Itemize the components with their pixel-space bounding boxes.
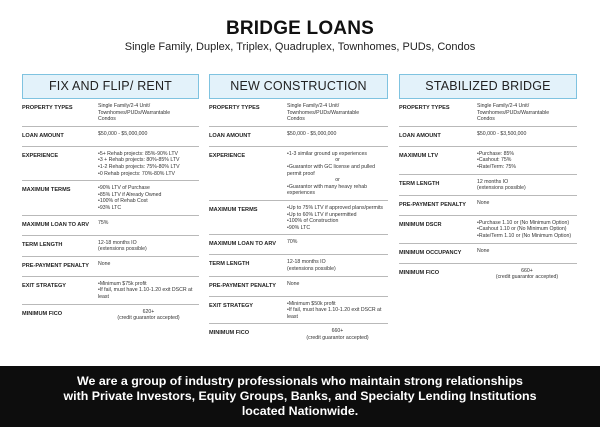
table-row — [209, 127, 388, 147]
row-label: EXPERIENCE — [22, 152, 59, 159]
table-row — [399, 99, 577, 127]
value-line: (credit guarantor accepted) — [306, 334, 369, 341]
value-line: (extensions possible) — [477, 185, 526, 192]
value-line: 12-18 months IO — [287, 259, 326, 266]
list-item: • Guarantor with GC license and pulled permit proof — [287, 164, 388, 177]
list-item: • If fail, must have 1.10-1.20 exit DSCR at least — [287, 307, 388, 320]
row-label: MAXIMUM TERMS — [209, 206, 258, 213]
column-title: STABILIZED BRIDGE — [399, 74, 577, 99]
row-label: LOAN AMOUNT — [399, 132, 441, 139]
value-line: (extensions possible) — [98, 246, 147, 253]
row-label: MAXIMUM LOAN TO ARV — [209, 241, 277, 248]
row-value — [477, 178, 577, 192]
row-value — [98, 219, 199, 232]
list-item: • 100% of Rehab Cost — [98, 198, 199, 205]
list-item: • Rate/Term: 75% — [477, 164, 577, 171]
row-label: LOAN AMOUNT — [209, 132, 251, 139]
value-line: None — [477, 199, 490, 206]
page-subtitle: Single Family, Duplex, Triplex, Quadruplex, Townhomes, PUDs, Condos — [124, 41, 476, 53]
list-item: • Up to 60% LTV if unpermitted — [287, 212, 388, 219]
row-label: TERM LENGTH — [22, 241, 63, 248]
value-line: 660+ — [521, 267, 533, 274]
row-value — [477, 267, 577, 281]
table-row — [22, 147, 199, 181]
value-line: Condos — [477, 116, 495, 123]
table-row — [22, 305, 199, 325]
row-label: MAXIMUM LTV — [399, 152, 439, 159]
row-value — [98, 280, 199, 301]
table-row — [399, 175, 577, 196]
row-label: PROPERTY TYPES — [399, 105, 450, 111]
column-fix-and-flip — [22, 74, 199, 325]
row-label: PRE-PAYMENT PENALTY — [22, 262, 90, 269]
column-rows — [209, 99, 388, 344]
list-item: • Minimum $50k profit — [287, 301, 388, 308]
row-label: MINIMUM DSCR — [399, 221, 442, 228]
value-line: (credit guarantor accepted) — [495, 274, 559, 281]
list-item: • Purchase 1.10 or (No Minimum Option) — [477, 220, 577, 227]
row-label: PRE-PAYMENT PENALTY — [399, 201, 467, 208]
list-item: • Purchase: 85% — [477, 151, 577, 158]
row-label: TERM LENGTH — [209, 261, 250, 268]
or-separator: or — [335, 157, 340, 164]
value-line: Townhomes/PUDs/Warrantable — [477, 109, 550, 116]
table-row — [399, 127, 577, 147]
row-value — [287, 300, 388, 321]
value-line: $50,000 - $3,500,000 — [477, 130, 527, 137]
table-row — [209, 201, 388, 235]
row-value — [477, 247, 577, 260]
table-row — [209, 277, 388, 297]
row-value — [287, 102, 388, 123]
row-value — [477, 150, 577, 171]
page-title: BRIDGE LOANS — [225, 18, 375, 39]
list-item: • Up to 75% LTV if approved plans/permits — [287, 205, 388, 212]
row-value — [98, 184, 199, 211]
row-value — [98, 260, 199, 273]
table-row — [22, 99, 199, 127]
row-value — [98, 130, 199, 143]
table-row — [22, 216, 199, 236]
row-label: EXIT STRATEGY — [209, 302, 254, 309]
list-item: • 0 Rehab projects: 70%-80% LTV — [98, 171, 199, 178]
value-line: (extensions possible) — [287, 265, 336, 272]
column-rows — [22, 99, 199, 325]
banner-line: with Private Investors, Equity Groups, Banks, and Specialty Lending Institutions — [63, 389, 537, 403]
column-title: NEW CONSTRUCTION — [209, 74, 388, 99]
column-title: FIX AND FLIP/ RENT — [22, 74, 199, 99]
list-item: • 5+ Rehab projects: 85%-90% LTV — [98, 151, 199, 158]
table-row — [399, 147, 577, 175]
table-row — [22, 127, 199, 147]
row-value — [477, 102, 577, 123]
list-item: • 1-3 similar ground up experiences — [287, 151, 388, 158]
row-value — [477, 199, 577, 212]
row-value — [98, 308, 199, 322]
row-label: MAXIMUM LOAN TO ARV — [22, 221, 90, 228]
table-row — [22, 257, 199, 277]
row-label: MINIMUM FICO — [209, 330, 250, 337]
row-label: LOAN AMOUNT — [22, 132, 64, 139]
value-line: Townhomes/PUDs/Warrantable — [98, 109, 171, 116]
list-item: • 100% of Construction — [287, 218, 388, 225]
row-value — [98, 102, 199, 123]
row-label: MINIMUM FICO — [399, 269, 440, 276]
list-item: • 85% LTV if Already Owned — [98, 192, 199, 199]
list-item: • 1-2 Rehab projects: 75%-80% LTV — [98, 164, 199, 171]
value-line: $50,000 - $5,000,000 — [287, 130, 337, 137]
column-rows — [399, 99, 577, 284]
row-label: TERM LENGTH — [399, 180, 440, 187]
value-line: 660+ — [331, 328, 344, 335]
table-row — [22, 181, 199, 215]
list-item: • Guarantor with many heavy rehab experiences — [287, 184, 388, 197]
table-row — [22, 236, 199, 257]
column-stabilized-bridge — [399, 74, 577, 284]
row-value — [287, 258, 388, 272]
row-value — [287, 130, 388, 143]
banner-line: We are a group of industry professionals who maintain strong relationships — [77, 374, 523, 388]
value-line: $50,000 - $5,000,000 — [98, 130, 148, 137]
row-label: MINIMUM FICO — [22, 310, 63, 317]
value-line: None — [477, 247, 490, 254]
table-row — [399, 196, 577, 216]
table-row — [209, 297, 388, 325]
value-line: Single Family/2-4 Unit/ — [287, 103, 340, 109]
row-value — [477, 219, 577, 240]
value-line: (credit guarantor accepted) — [117, 315, 180, 322]
list-item: • 90% LTV of Purchase — [98, 185, 199, 192]
row-value — [98, 239, 199, 253]
value-line: None — [287, 280, 300, 287]
row-label: EXPERIENCE — [209, 152, 246, 159]
banner-line: located Nationwide. — [241, 404, 359, 418]
list-item: • Minimum $75k profit — [98, 281, 199, 288]
or-separator: or — [335, 177, 340, 184]
value-line: 12 months IO — [477, 178, 509, 185]
value-line: None — [98, 260, 111, 267]
value-line: 70% — [287, 239, 298, 246]
value-line: 75% — [98, 219, 109, 226]
table-row — [399, 216, 577, 244]
list-item: • Rate/Term 1.10 or (No Minimum Option) — [477, 233, 577, 240]
row-label: PROPERTY TYPES — [209, 105, 260, 111]
row-label: PRE-PAYMENT PENALTY — [209, 282, 277, 289]
value-line: 620+ — [142, 308, 155, 315]
row-label: EXIT STRATEGY — [22, 282, 67, 289]
list-item: • 93% LTC — [98, 205, 199, 212]
row-label: PROPERTY TYPES — [22, 105, 73, 111]
row-value — [98, 150, 199, 177]
row-value — [287, 150, 388, 197]
table-row — [209, 255, 388, 276]
table-row — [399, 244, 577, 264]
value-line: 12-18 months IO — [98, 239, 137, 246]
row-label: MINIMUM OCCUPANCY — [399, 249, 462, 256]
list-item: • Cashout: 75% — [477, 157, 577, 164]
value-line: Condos — [98, 116, 116, 123]
list-item: • 3 + Rehab projects: 80%-85% LTV — [98, 157, 199, 164]
value-line: Townhomes/PUDs/Warrantable — [287, 109, 360, 116]
list-item: • 90% LTC — [287, 225, 388, 232]
table-row — [209, 235, 388, 255]
table-row — [22, 277, 199, 305]
column-new-construction — [209, 74, 388, 344]
table-row — [209, 147, 388, 201]
row-label: MAXIMUM TERMS — [22, 187, 71, 194]
table-row — [399, 264, 577, 284]
table-row — [209, 99, 388, 127]
value-line: Single Family/2-4 Unit/ — [98, 103, 151, 109]
row-value — [287, 238, 388, 251]
row-value — [287, 280, 388, 293]
list-item: • Cashout 1.10 or (No Minimum Option) — [477, 226, 577, 233]
value-line: Condos — [287, 116, 305, 123]
footer-banner — [0, 366, 600, 427]
value-line: Single Family/2-4 Unit/ — [477, 103, 530, 109]
table-row — [209, 324, 388, 344]
list-item: • If fail, must have 1.10-1.20 exit DSCR at least — [98, 287, 199, 300]
row-value — [477, 130, 577, 143]
row-value — [287, 327, 388, 341]
row-value — [287, 204, 388, 231]
